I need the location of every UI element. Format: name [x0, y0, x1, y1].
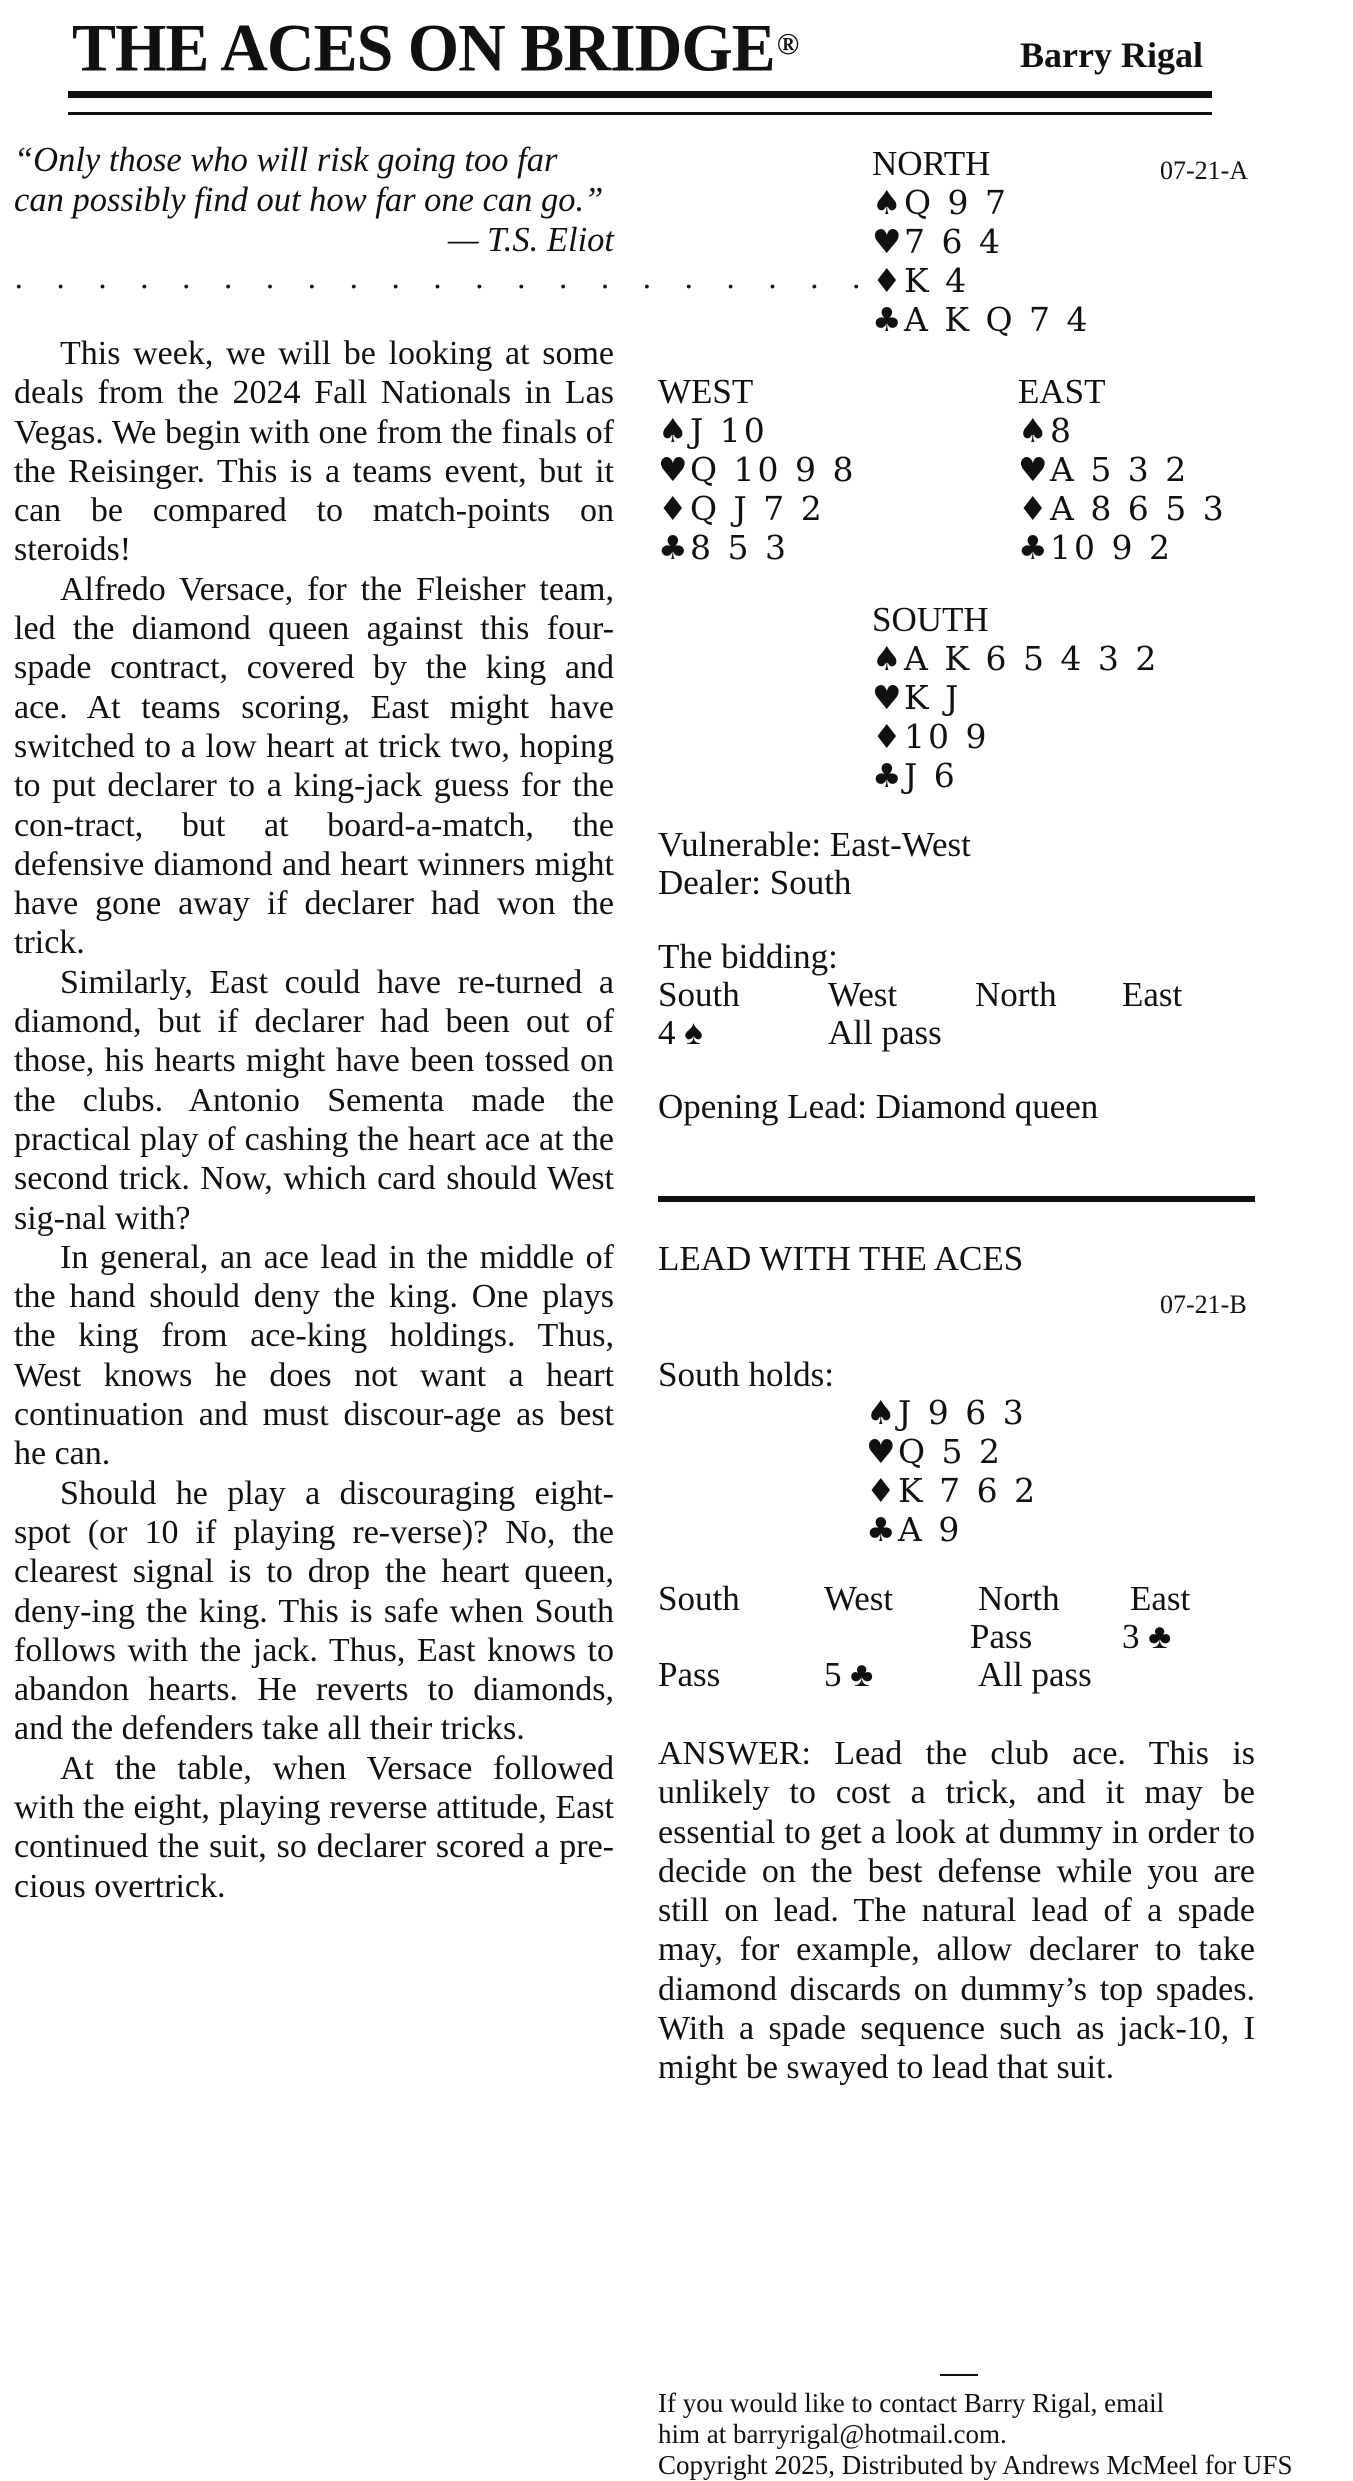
column-title: THE ACES ON BRIDGE® [72, 11, 799, 86]
club-icon: ♣ [866, 1510, 896, 1549]
west-diamonds: ♦Q J 7 2 [658, 489, 825, 528]
bid-header-west: West [828, 975, 898, 1014]
vulnerability: Vulnerable: East-West [658, 825, 971, 864]
club-icon: ♣ [872, 300, 902, 339]
east-label: EAST [1018, 372, 1106, 411]
heart-icon: ♥ [1018, 450, 1048, 489]
dealer: Dealer: South [658, 863, 852, 902]
bidding-title: The bidding: [658, 937, 838, 976]
bid-south: 4 ♠ [658, 1013, 703, 1052]
east-clubs: ♣10 9 2 [1018, 528, 1173, 567]
south-label: SOUTH [872, 600, 989, 639]
west-spades: ♠J 10 [658, 411, 768, 450]
north-clubs: ♣A K Q 7 4 [872, 300, 1091, 339]
bid-header-south: South [658, 1579, 740, 1618]
west-hearts: ♥Q 10 9 8 [658, 450, 857, 489]
south-hearts: ♥K J [872, 678, 962, 717]
copyright: Copyright 2025, Distributed by Andrews McMeel for UFS [658, 2450, 1293, 2480]
article-paragraph: This week, we will be looking at some deals from the 2024 Fall Nationals in Las Vegas. We begin with one from the finals of the Reisinger. This is a teams event, but it can be compared to match-points on steroids! [14, 335, 614, 569]
east-spades: ♠8 [1018, 411, 1074, 450]
bidding-row [658, 1014, 942, 1052]
bid-east: 3 ♣ [1122, 1617, 1172, 1656]
deal-reference: 07-21-A [1160, 156, 1249, 185]
north-spades: ♠Q 9 7 [872, 183, 1010, 222]
east-hearts: ♥A 5 3 2 [1018, 450, 1190, 489]
club-icon: ♣ [872, 756, 902, 795]
lead-bidding-row-2 [658, 1656, 1092, 1694]
heart-icon: ♥ [872, 678, 902, 717]
south-diamonds: ♦10 9 [872, 717, 990, 756]
bid-south: Pass [658, 1655, 721, 1694]
bidding-header-row [658, 976, 1182, 1014]
diamond-icon: ♦ [658, 489, 688, 528]
bid-west: 5 ♣ [824, 1655, 874, 1694]
footer-dash [940, 2374, 978, 2376]
bid-header-east: East [1130, 1579, 1191, 1618]
spade-icon: ♠ [866, 1393, 896, 1432]
article-body [14, 334, 614, 1906]
heart-icon: ♥ [872, 222, 902, 261]
west-hand [658, 372, 857, 567]
heart-icon: ♥ [658, 450, 688, 489]
holding-hearts: ♥Q 5 2 [866, 1432, 1004, 1471]
bid-header-east: East [1122, 975, 1183, 1014]
south-holding [866, 1393, 1038, 1549]
author-name: Barry Rigal [1020, 35, 1203, 75]
epigraph-attribution: — T.S. Eliot [447, 221, 614, 259]
footer [658, 2388, 1292, 2481]
south-clubs: ♣J 6 [872, 756, 958, 795]
diamond-icon: ♦ [1018, 489, 1048, 528]
bid-header-north: North [975, 975, 1057, 1014]
bid-north: All pass [978, 1655, 1092, 1694]
section-rule [658, 1196, 1255, 1202]
east-hand [1018, 372, 1227, 567]
south-spades: ♠A K 6 5 4 3 2 [872, 639, 1160, 678]
bid-north: Pass [970, 1617, 1033, 1656]
registered-mark: ® [776, 27, 799, 62]
contact-line-1: If you would like to contact Barry Rigal, email [658, 2388, 1165, 2418]
epigraph-quote: “Only those who will risk going too far can possibly find out how far one can go.” [14, 141, 604, 219]
article-paragraph: Should he play a discouraging eight-spot (or 10 if playing re-verse)? No, the clearest signal is to drop the heart queen, deny-ing the king. This is safe when South follows with the jack. Thus, East knows to abandon hearts. He reverts to diamonds, and the defenders take all their tricks. [14, 1474, 614, 1748]
article-paragraph: At the table, when Versace followed with the eight, playing reverse attitude, East continued the suit, so declarer scored a pre-cious overtrick. [14, 1749, 614, 1905]
holding-spades: ♠J 9 6 3 [866, 1393, 1027, 1432]
lead-bidding-header-row [658, 1580, 1190, 1618]
club-icon: ♣ [658, 528, 688, 567]
east-diamonds: ♦A 8 6 5 3 [1018, 489, 1227, 528]
article-paragraph: Alfredo Versace, for the Fleisher team, led the diamond queen against this four-spade contract, covered by the king and ace. At teams scoring, East might have switched to a low heart at trick two, hoping to put declarer to a king-jack guess for the con-tract, but at board-a-match, the defensive diamond and heart winners might have gone away if declarer had won the trick. [14, 570, 614, 962]
diamond-icon: ♦ [872, 261, 902, 300]
bid-header-north: North [978, 1579, 1060, 1618]
diamond-icon: ♦ [866, 1471, 896, 1510]
lead-section-title: LEAD WITH THE ACES [658, 1239, 1024, 1278]
spade-icon: ♠ [1018, 411, 1048, 450]
holding-clubs: ♣A 9 [866, 1510, 963, 1549]
heart-icon: ♥ [866, 1432, 896, 1471]
lead-bidding-row-1 [970, 1618, 1171, 1656]
diamond-icon: ♦ [872, 717, 902, 756]
spade-icon: ♠ [658, 411, 688, 450]
article-paragraph: Similarly, East could have re-turned a diamond, but if declarer had been out of those, his hearts might have been tossed on the clubs. Antonio Sementa made the practical play of cashing the heart ace at the second trick. Now, which card should West sig-nal with? [14, 963, 614, 1237]
north-label: NORTH [872, 144, 991, 183]
holding-diamonds: ♦K 7 6 2 [866, 1471, 1039, 1510]
spade-icon: ♠ [872, 639, 902, 678]
contact-line-2: him at barryrigal@hotmail.com. [658, 2419, 1007, 2449]
south-hand [872, 600, 1159, 795]
north-hand [872, 144, 1091, 339]
west-label: WEST [658, 372, 754, 411]
west-clubs: ♣8 5 3 [658, 528, 789, 567]
answer-text: ANSWER: Lead the club ace. This is unlikely to cost a trick, and it may be essential to get a look at dummy in order to decide on the best defense while you are still on lead. The natural lead of a spade may, for example, allow declarer to take diamond discards on dummy’s top spades. With a spade sequence such as jack-10, I might be swayed to lead that suit. [658, 1735, 1255, 2087]
bid-header-south: South [658, 975, 740, 1014]
article-paragraph: In general, an ace lead in the middle of the hand should deny the king. One plays the king from ace-king holdings. Thus, West knows he does not want a heart continuation and must discour-age as best he can. [14, 1238, 614, 1473]
spade-icon: ♠ [872, 183, 902, 222]
dotted-divider: . . . . . . . . . . . . . . . . . . . . . [14, 261, 873, 296]
bid-header-west: West [824, 1579, 894, 1618]
lead-reference: 07-21-B [1160, 1290, 1247, 1319]
opening-lead: Opening Lead: Diamond queen [658, 1087, 1099, 1126]
header-rule-thin [68, 112, 1212, 115]
north-hearts: ♥7 6 4 [872, 222, 1003, 261]
club-icon: ♣ [1018, 528, 1048, 567]
north-diamonds: ♦K 4 [872, 261, 970, 300]
south-holds-label: South holds: [658, 1355, 835, 1394]
header-rule-thick [68, 91, 1212, 98]
bid-west: All pass [828, 1013, 942, 1052]
